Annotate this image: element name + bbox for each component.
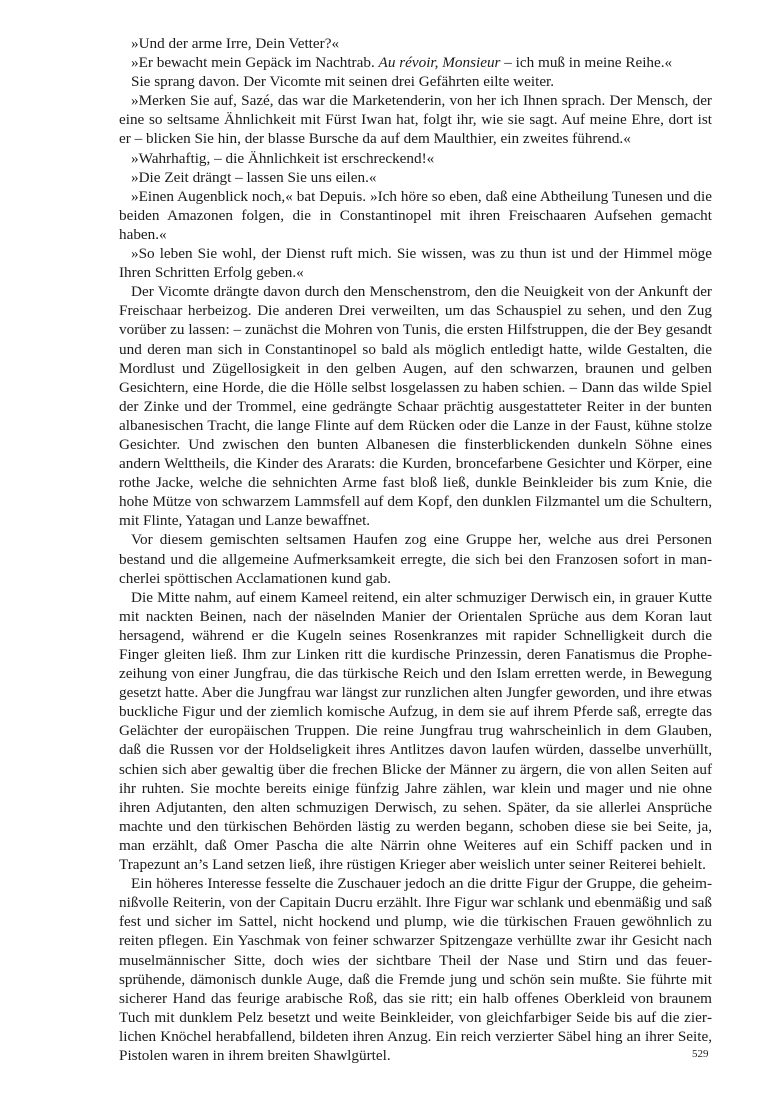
paragraph: Vor diesem gemischten seltsamen Haufen zog eine Gruppe her, welche aus drei Personen bestand und die allgemeine Aufmerksamkeit erregte, die sich bei den Franzosen sofort in mancherlei spöttischen Acclamationen kund gab. <box>119 531 712 587</box>
paragraph: Der Vicomte drängte davon durch den Menschenstrom, den die Neuigkeit von der Ankunft der Freischaar herbeizog. Die anderen Drei verweilten, um das Schauspiel zu sehen, und den Zug vorüber zu lassen: – zunächst die Mohren von Tunis, die ersten Hilfstruppen, die der Bey gesandt und deren man sich in Constantinopel so bald als möglich entledigt hatte, wilde Gestalten, die Mordlust und Zügellosigkeit in den gelben Augen, auf den schwarzen, braunen und gelben Gesichtern, eine Horde, die die Hölle selbst losgelassen zu haben schien. – Dann das wilde Spiel der Zinke und der Trommel, eine gedrängte Schaar prächtig ausgestatteter Reiter in der bunten albanesischen Tracht, die lange Flinte auf dem Rücken oder die Lanze in der Faust, kühne stolze Gesichter. Und zwischen den bunten Albanesen die finsterblickenden dunkeln Söhne eines andern Welttheils, die Kinder des Ararats: die Kurden, broncefarbene Gesichter und Körper, eine rothe Jacke, welche die sehnichten Arme fast bloß ließ, dunkle Beinkleider bis zum Knie, die hohe Mütze von schwarzem Lammsfell auf dem Kopf, den dunklen Filzmantel um die Schultern, mit Flinte, Yatagan und Lanze bewaffnet. <box>119 283 712 530</box>
paragraph: »Merken Sie auf, Sazé, das war die Marketenderin, von her ich Ihnen sprach. Der Mensch, der eine so seltsame Ähnlichkeit mit Fürst Iwan hat, folgt ihr, wie sie sagt. Auf meine Ehre, dort ist er – blicken Sie hin, der blasse Bursche da auf dem Maulthier, ein zweites führend.« <box>119 92 712 148</box>
paragraph: Sie sprang davon. Der Vicomte mit seinen drei Gefährten eilte weiter. <box>131 73 555 91</box>
paragraph: »Die Zeit drängt – lassen Sie uns eilen.« <box>131 168 377 186</box>
paragraph: »Wahrhaftig, – die Ähnlichkeit ist erschreckend!« <box>131 149 435 167</box>
paragraph: »Er bewacht mein Gepäck im Nachtrab. Au révoir, Monsieur – ich muß in meine Reihe.« <box>131 54 673 72</box>
paragraph: Ein höheres Interesse fesselte die Zuschauer jedoch an die dritte Figur der Gruppe, die geheimnißvolle Reiterin, von der Capitain Ducru erzählt. Ihre Figur war schlank und ebenmäßig und saß fest und sicher im Sattel, nicht hockend und plump, wie die türkischen Frauen gewöhnlich zu reiten pflegen. Ein Yaschmak von feiner schwarzer Spitzengaze verhüllte zwar ihr Gesicht nach muselmännischer Sitte, doch wies der sichtbare Theil der Nase und Stirn und das feuersprühende, dämonisch dunkle Auge, daß die Fremde jung und schön sein mußte. Sie führte mit sicherer Hand das feurige arabische Roß, das sie ritt; ein halb offenes Oberkleid von braunem Tuch mit dunklem Pelz besetzt und weite Beinkleider, von gleichfarbiger Seide bis auf die zierlichen Knöchel herabfallend, bildeten ihren Anzug. Ein reich verzierter Säbel hing an ihrer Seite, Pistolen waren in ihrem breiten Shawlgürtel. <box>119 875 712 1064</box>
page-number: 529 <box>692 1048 709 1060</box>
paragraph: »Und der arme Irre, Dein Vetter?« <box>131 35 340 52</box>
paragraph: »Einen Augenblick noch,« bat Depuis. »Ich höre so eben, daß eine Abtheilung Tunesen und die beiden Amazonen folgen, die in Constantinopel mit ihren Freischaaren Aufsehen gemacht haben.« <box>119 187 712 243</box>
body-text <box>119 34 712 1065</box>
paragraph: »So leben Sie wohl, der Dienst ruft mich. Sie wissen, was zu thun ist und der Himmel möge Ihren Schritten Erfolg geben.« <box>119 245 712 282</box>
paragraph: Die Mitte nahm, auf einem Kameel reitend, ein alter schmuziger Derwisch ein, in grauer Kutte mit nackten Beinen, nach der näselnden Manier der Orientalen Sprüche aus dem Koran laut hersagend, während er die Kugeln seines Rosenkranzes mit rapider Schnelligkeit durch die Finger gleiten ließ. Ihm zur Linken ritt die kurdische Prinzessin, deren Fanatismus die Prophezeihung von einer Jungfrau, die das türkische Reich und den Islam erretten werde, in Bewegung gesetzt hatte. Aber die Jungfrau war längst zur runzlichen alten Jungfer geworden, und ihre etwas buckliche Figur und der ziemlich komische Aufzug, in dem sie auf ihrem Pferde saß, erregte das Gelächter der europäischen Truppen. Die reine Jungfrau trug wahrscheinlich in dem Glauben, daß die Russen vor der Holdseligkeit ihres Antlitzes davon laufen würden, dasselbe unverhüllt, schien sich aber gewaltig über die frechen Blicke der Männer zu ärgern, die von allen Seiten auf ihr ruhten. Sie mochte bereits einige fünfzig Jahre zählen, war klein und mager und nie ohne ihren Adjutanten, den alten schmuzigen Derwisch, zu sehen. Später, da sie allerlei Ansprüche machte und den türkischen Behörden lästig zu werden begann, schoben diese sie bei Seite, ja, man erzählt, daß Omer Pascha die alte Närrin ohne Weiteres auf ein Schiff packen und in Trapezunt an’s Land setzen ließ, ihre rüstigen Krieger aber weislich unter seiner Reiterei behielt. <box>119 588 712 874</box>
